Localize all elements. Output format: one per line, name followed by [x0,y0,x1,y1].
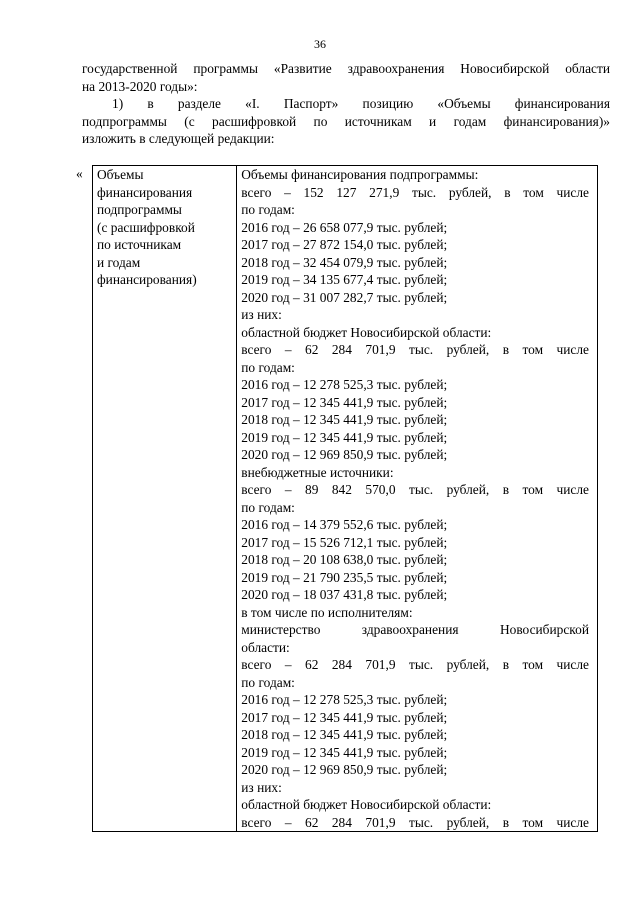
position-value-cell [237,166,598,832]
value-line: 2019 год – 34 135 677,4 тыс. рублей; [241,272,448,287]
label-line: по источникам [97,237,182,252]
value-line: 2016 год – 14 379 552,6 тыс. рублей; [241,517,448,532]
value-line: по годам: [241,202,295,217]
value-line: по годам: [241,359,295,375]
value-line: всего – 89 842 570,0 тыс. рублей, в том числе [241,482,589,497]
value-line: областной бюджет Новосибирской области: [241,324,492,340]
value-line: по годам: [241,674,295,690]
value-line: всего – 152 127 271,9 тыс. рублей, в том числе [241,184,589,200]
intro-line-4: подпрограммы (с расшифровкой по источникам и годам финансирования)» [82,113,610,129]
value-line: 2018 год – 12 345 441,9 тыс. рублей; [241,727,448,742]
label-line: финансирования [97,184,193,200]
intro-line-2: на 2013-2020 годы»: [82,78,198,94]
value-line: 2017 год – 12 345 441,9 тыс. рублей; [241,709,448,725]
value-line: из них: [241,307,282,322]
value-line: 2018 год – 12 345 441,9 тыс. рублей; [241,412,448,427]
label-line: (с расшифровкой [97,219,195,235]
table-row [93,166,598,832]
value-line: 2016 год – 26 658 077,9 тыс. рублей; [241,219,448,235]
position-label-cell [93,166,237,832]
intro-line-3: 1) в разделе «I. Паспорт» позицию «Объемы финансирования [112,96,610,111]
value-line: из них: [241,779,282,795]
intro-paragraph [82,60,610,148]
value-line: 2017 год – 27 872 154,0 тыс. рублей; [241,237,448,252]
value-line: 2017 год – 15 526 712,1 тыс. рублей; [241,534,448,550]
value-line: 2020 год – 12 969 850,9 тыс. рублей; [241,762,448,777]
value-line: 2017 год – 12 345 441,9 тыс. рублей; [241,394,448,410]
value-line: в том числе по исполнителям: [241,604,413,620]
intro-line-1: государственной программы «Развитие здравоохранения Новосибирской области [82,61,610,76]
intro-line-5: изложить в следующей редакции: [82,131,275,146]
value-line: области: [241,639,290,655]
value-line: по годам: [241,499,295,515]
value-line: 2016 год – 12 278 525,3 тыс. рублей; [241,377,448,392]
value-line: министерство здравоохранения Новосибирской [241,622,589,637]
value-line: 2020 год – 31 007 282,7 тыс. рублей; [241,289,448,305]
label-line: Объемы [97,167,144,182]
value-line: 2018 год – 32 454 079,9 тыс. рублей; [241,254,448,270]
value-line: 2018 год – 20 108 638,0 тыс. рублей; [241,552,448,567]
value-line: 2019 год – 12 345 441,9 тыс. рублей; [241,429,448,445]
value-line: 2020 год – 18 037 431,8 тыс. рублей; [241,587,448,602]
value-line: всего – 62 284 701,9 тыс. рублей, в том числе [241,814,589,830]
opening-quote: « [76,166,83,181]
value-line: областной бюджет Новосибирской области: [241,797,492,812]
value-line: внебюджетные источники: [241,464,394,480]
value-line: 2019 год – 21 790 235,5 тыс. рублей; [241,569,448,585]
value-line: 2019 год – 12 345 441,9 тыс. рублей; [241,744,448,760]
value-line: Объемы финансирования подпрограммы: [241,167,479,182]
page-number: 36 [314,37,326,51]
value-line: всего – 62 284 701,9 тыс. рублей, в том числе [241,657,589,672]
passport-table [92,165,598,832]
label-line: финансирования) [97,272,197,287]
value-line: всего – 62 284 701,9 тыс. рублей, в том числе [241,342,589,357]
label-line: и годам [97,254,141,270]
value-line: 2020 год – 12 969 850,9 тыс. рублей; [241,447,448,462]
value-line: 2016 год – 12 278 525,3 тыс. рублей; [241,692,448,707]
label-line: подпрограммы [97,202,182,217]
